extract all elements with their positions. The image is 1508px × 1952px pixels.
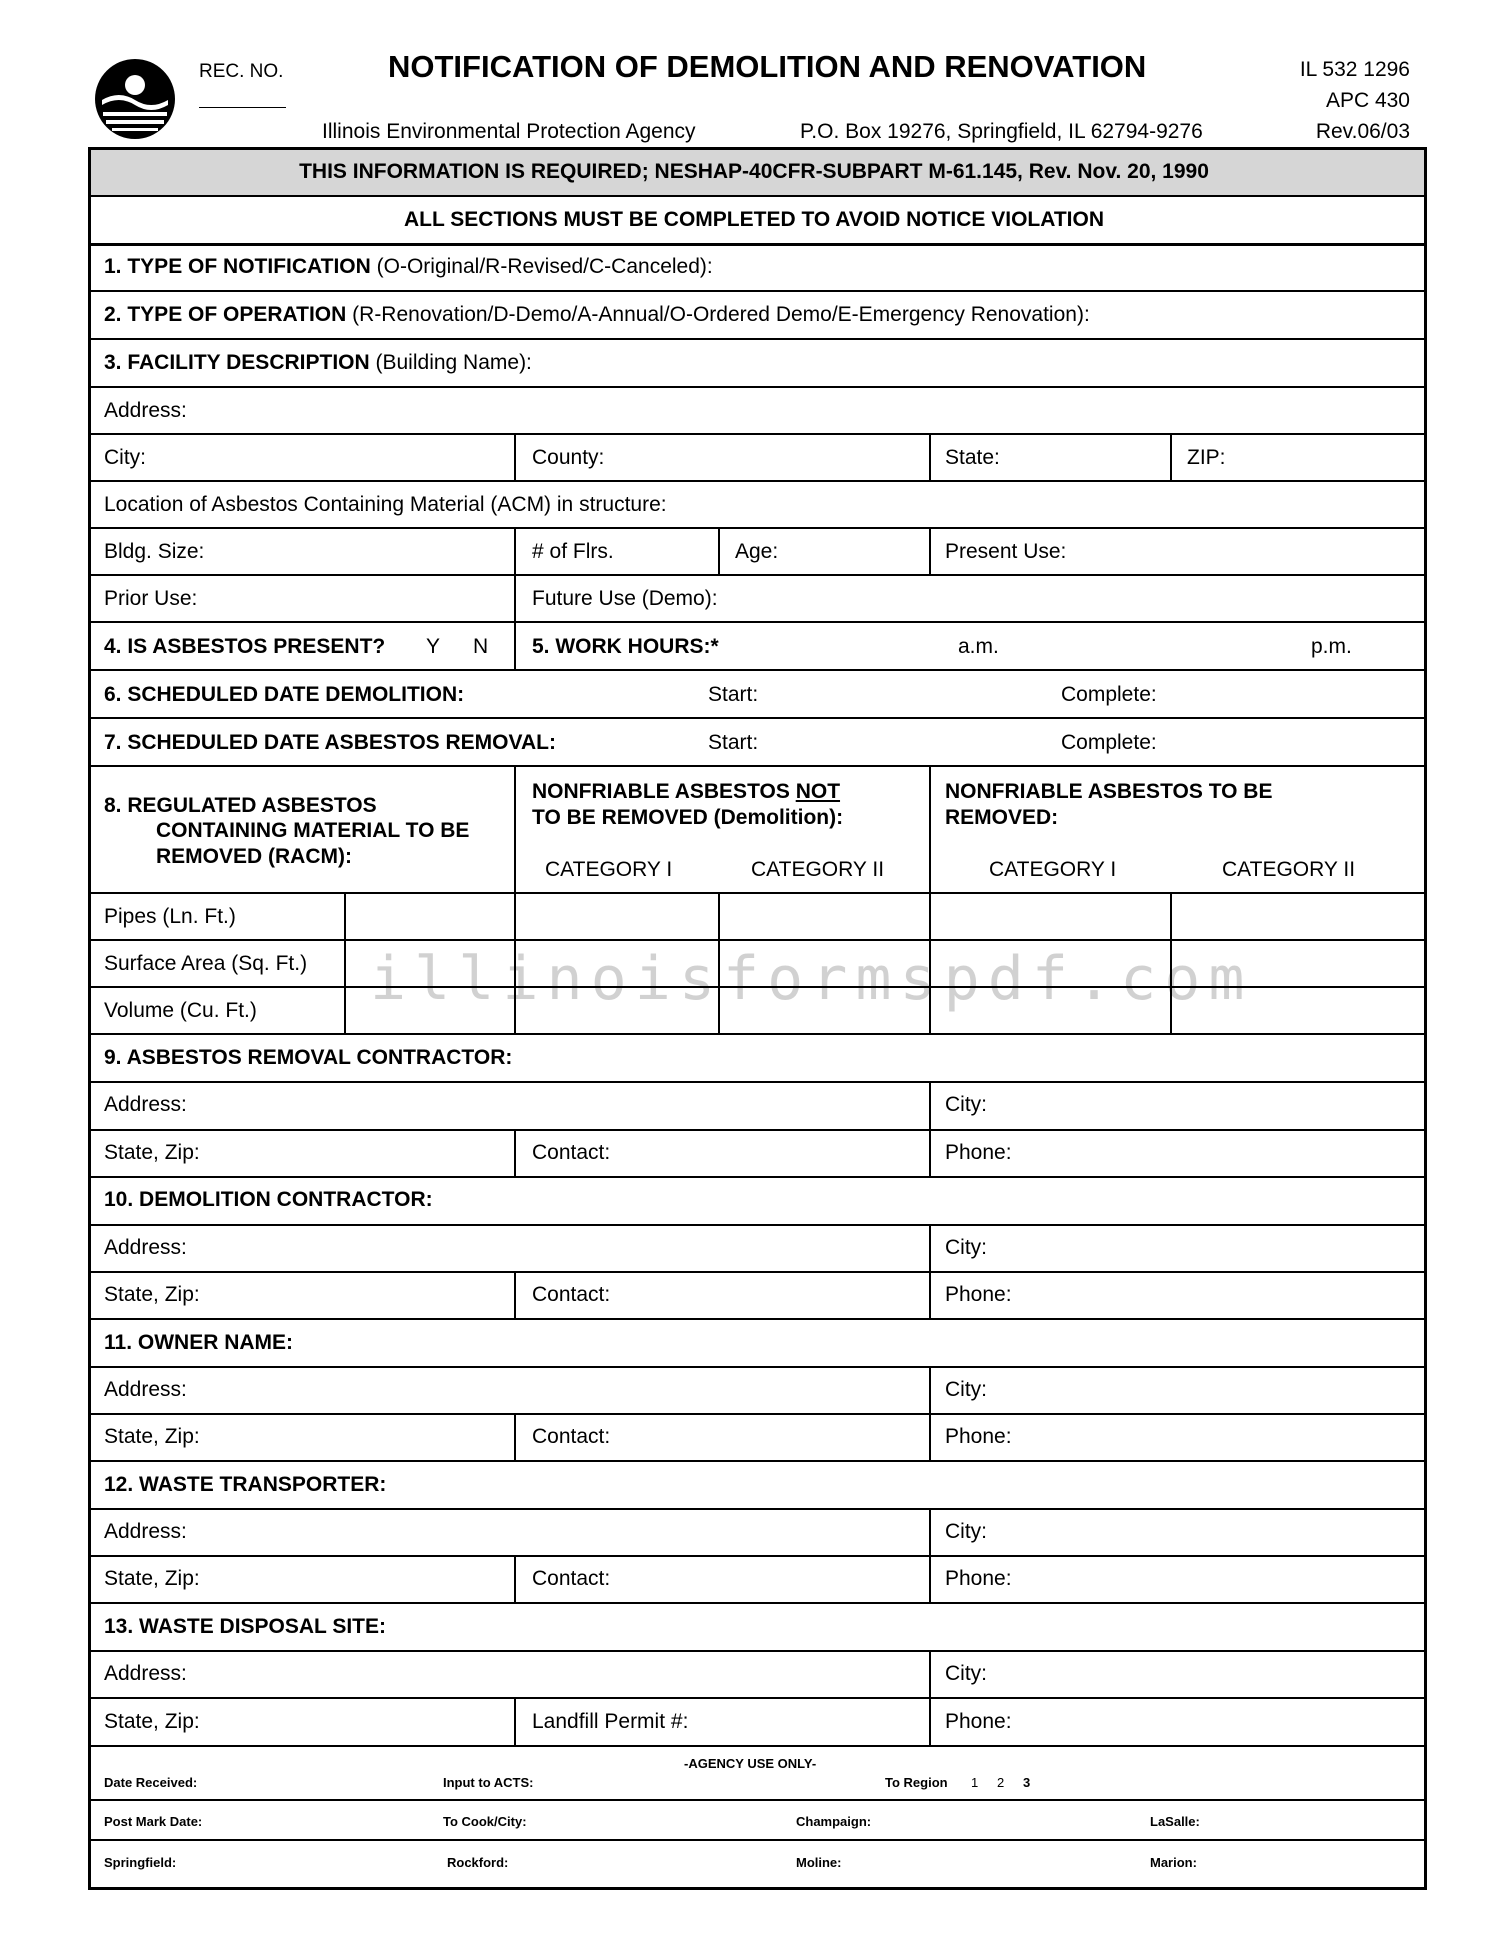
surface-area-row-label: Surface Area (Sq. Ft.) <box>104 952 308 975</box>
facility-address[interactable]: Address: <box>104 399 187 422</box>
rec-no-line <box>199 107 286 108</box>
demolition-contractor-phone[interactable]: Phone: <box>945 1283 1012 1306</box>
asbestos-present-label: 4. IS ASBESTOS PRESENT? <box>104 635 386 658</box>
form-id-2: APC 430 <box>1325 89 1410 112</box>
to-region-label: To Region <box>885 1775 948 1790</box>
removal-contractor-city[interactable]: City: <box>945 1093 987 1116</box>
champaign: Champaign: <box>796 1814 872 1829</box>
post-mark-date: Post Mark Date: <box>104 1814 203 1829</box>
asbestos-yes[interactable]: Y <box>426 635 441 658</box>
volume-row-label: Volume (Cu. Ft.) <box>104 999 257 1022</box>
nonfriable-not-removed-1: NONFRIABLE ASBESTOS NOT <box>532 780 841 803</box>
facility-city[interactable]: City: <box>104 446 146 469</box>
disposal-city[interactable]: City: <box>945 1662 987 1685</box>
facility-zip[interactable]: ZIP: <box>1187 446 1226 469</box>
demolition-contractor-city[interactable]: City: <box>945 1236 987 1259</box>
type-of-operation[interactable]: 2. TYPE OF OPERATION (R-Renovation/D-Demo/A-Annual/O-Ordered Demo/E-Emergency Renovation): <box>104 303 1090 326</box>
facility-state[interactable]: State: <box>945 446 1000 469</box>
prior-use[interactable]: Prior Use: <box>104 587 198 610</box>
agency-logo <box>92 56 178 142</box>
racm-title-1: 8. REGULATED ASBESTOS <box>104 794 377 817</box>
disposal-phone[interactable]: Phone: <box>945 1710 1012 1733</box>
agency-name: Illinois Environmental Protection Agency <box>322 120 696 143</box>
removal-start[interactable]: Start: <box>708 731 759 754</box>
racm-title-3: REMOVED (RACM): <box>156 845 352 868</box>
to-cook-city: To Cook/City: <box>443 1814 527 1829</box>
required-text: THIS INFORMATION IS REQUIRED; NESHAP-40CFR-SUBPART M-61.145, Rev. Nov. 20, 1990 <box>299 160 1209 183</box>
input-to-acts: Input to ACTS: <box>443 1775 534 1790</box>
owner-state-zip[interactable]: State, Zip: <box>104 1425 200 1448</box>
type-of-notification[interactable]: 1. TYPE OF NOTIFICATION (O-Original/R-Revised/C-Canceled): <box>104 255 713 278</box>
owner-phone[interactable]: Phone: <box>945 1425 1012 1448</box>
demolition-contractor-state-zip[interactable]: State, Zip: <box>104 1283 200 1306</box>
demolition-date-label: 6. SCHEDULED DATE DEMOLITION: <box>104 683 465 706</box>
racm-title-2: CONTAINING MATERIAL TO BE <box>156 819 470 842</box>
num-floors[interactable]: # of Flrs. <box>532 540 614 563</box>
removal-date-label: 7. SCHEDULED DATE ASBESTOS REMOVAL: <box>104 731 556 754</box>
nonfriable-removed-2: REMOVED: <box>945 806 1059 829</box>
disposal-address[interactable]: Address: <box>104 1662 187 1685</box>
transporter-address[interactable]: Address: <box>104 1520 187 1543</box>
region-2: 2 <box>997 1775 1005 1790</box>
form-id-3: Rev.06/03 <box>1315 120 1410 143</box>
work-hours-pm[interactable]: p.m. <box>1311 635 1352 658</box>
waste-transporter-title[interactable]: 12. WASTE TRANSPORTER: <box>104 1473 387 1496</box>
owner-contact[interactable]: Contact: <box>532 1425 611 1448</box>
nonfriable-not-removed-2: TO BE REMOVED (Demolition): <box>532 806 844 829</box>
transporter-state-zip[interactable]: State, Zip: <box>104 1567 200 1590</box>
removal-contractor-contact[interactable]: Contact: <box>532 1141 611 1164</box>
facility-county[interactable]: County: <box>532 446 605 469</box>
removed-category-1: CATEGORY I <box>989 858 1117 881</box>
rec-no-label: REC. NO. <box>199 61 284 82</box>
demolition-start[interactable]: Start: <box>708 683 759 706</box>
agency-address: P.O. Box 19276, Springfield, IL 62794-9276 <box>800 120 1203 143</box>
demolition-complete[interactable]: Complete: <box>1061 683 1157 706</box>
demolition-contractor-address[interactable]: Address: <box>104 1236 187 1259</box>
watermark: illinoisformspdf.com <box>370 944 1253 1014</box>
bldg-age[interactable]: Age: <box>735 540 779 563</box>
pipes-row-label: Pipes (Ln. Ft.) <box>104 905 236 928</box>
disposal-state-zip[interactable]: State, Zip: <box>104 1710 200 1733</box>
marion: Marion: <box>1150 1855 1197 1870</box>
removal-contractor-phone[interactable]: Phone: <box>945 1141 1012 1164</box>
owner-address[interactable]: Address: <box>104 1378 187 1401</box>
disposal-site-title[interactable]: 13. WASTE DISPOSAL SITE: <box>104 1615 387 1638</box>
agency-use-title: -AGENCY USE ONLY- <box>684 1756 817 1771</box>
present-use[interactable]: Present Use: <box>945 540 1067 563</box>
rockford: Rockford: <box>447 1855 509 1870</box>
facility-description[interactable]: 3. FACILITY DESCRIPTION (Building Name): <box>104 351 532 374</box>
removal-complete[interactable]: Complete: <box>1061 731 1157 754</box>
form-title: NOTIFICATION OF DEMOLITION AND RENOVATION <box>388 49 1147 84</box>
removal-contractor-title[interactable]: 9. ASBESTOS REMOVAL CONTRACTOR: <box>104 1046 513 1069</box>
demolition-contractor-title[interactable]: 10. DEMOLITION CONTRACTOR: <box>104 1188 433 1211</box>
transporter-phone[interactable]: Phone: <box>945 1567 1012 1590</box>
bldg-size[interactable]: Bldg. Size: <box>104 540 205 563</box>
owner-city[interactable]: City: <box>945 1378 987 1401</box>
nonfriable-removed-1: NONFRIABLE ASBESTOS TO BE <box>945 780 1273 803</box>
owner-name-title[interactable]: 11. OWNER NAME: <box>104 1331 294 1354</box>
future-use[interactable]: Future Use (Demo): <box>532 587 718 610</box>
lasalle: LaSalle: <box>1150 1814 1200 1829</box>
demolition-contractor-contact[interactable]: Contact: <box>532 1283 611 1306</box>
region-1: 1 <box>971 1775 979 1790</box>
transporter-contact[interactable]: Contact: <box>532 1567 611 1590</box>
demo-category-1: CATEGORY I <box>545 858 673 881</box>
logo-icon <box>92 56 178 142</box>
acm-location[interactable]: Location of Asbestos Containing Material (ACM) in structure: <box>104 493 667 516</box>
landfill-permit[interactable]: Landfill Permit #: <box>532 1710 689 1733</box>
transporter-city[interactable]: City: <box>945 1520 987 1543</box>
asbestos-no[interactable]: N <box>473 635 489 658</box>
work-hours-am[interactable]: a.m. <box>958 635 999 658</box>
removal-contractor-state-zip[interactable]: State, Zip: <box>104 1141 200 1164</box>
all-sections-text: ALL SECTIONS MUST BE COMPLETED TO AVOID NOTICE VIOLATION <box>403 208 1105 231</box>
form-id-1: IL 532 1296 <box>1299 58 1410 81</box>
demo-category-2: CATEGORY II <box>751 858 885 881</box>
date-received: Date Received: <box>104 1775 198 1790</box>
springfield: Springfield: <box>104 1855 177 1870</box>
removal-contractor-address[interactable]: Address: <box>104 1093 187 1116</box>
moline: Moline: <box>796 1855 842 1870</box>
region-3: 3 <box>1023 1775 1031 1790</box>
removed-category-2: CATEGORY II <box>1222 858 1356 881</box>
work-hours-label: 5. WORK HOURS:* <box>532 635 719 658</box>
